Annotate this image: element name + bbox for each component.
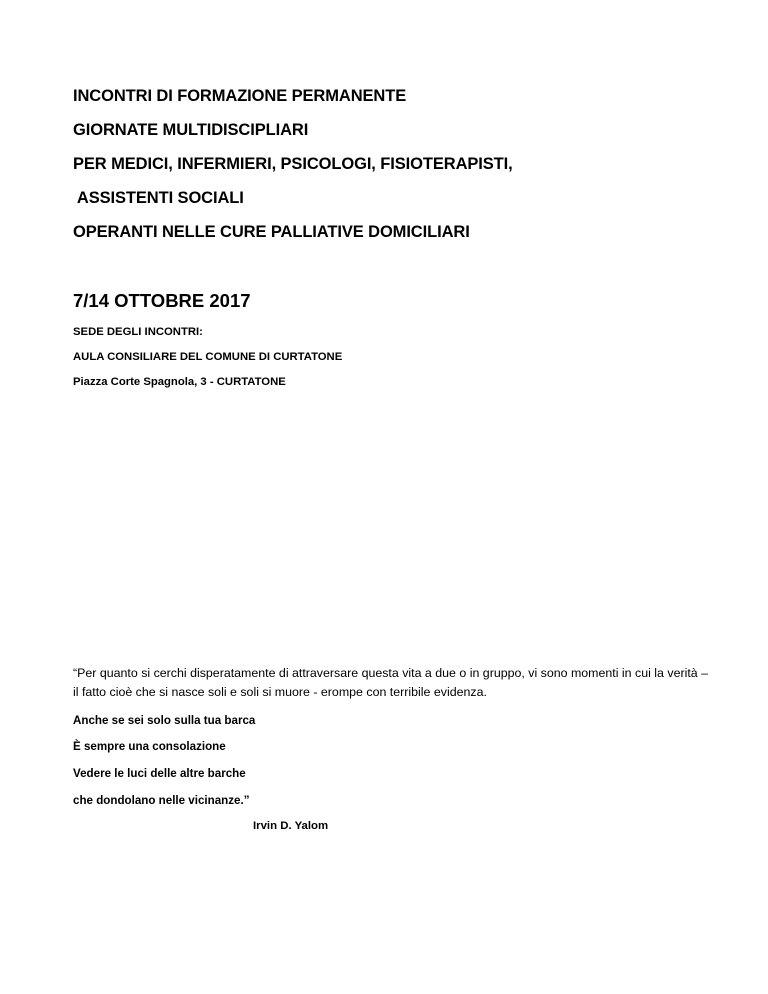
- event-date: 7/14 OTTOBRE 2017: [73, 290, 251, 311]
- heading-line-3: PER MEDICI, INFERMIERI, PSICOLOGI, FISIOTERAPISTI,: [73, 155, 513, 173]
- quote-verse-1: Anche se sei solo sulla tua barca: [73, 714, 256, 727]
- heading-line-2: GIORNATE MULTIDISCIPLIARI: [73, 121, 309, 139]
- quote-verse-4: che dondolano nelle vicinanze.”: [73, 794, 250, 807]
- heading-line-1: INCONTRI DI FORMAZIONE PERMANENTE: [73, 87, 407, 105]
- quote-text: “Per quanto si cerchi disperatamente di attraversare questa vita a due o in gruppo, vi sono momenti in cui la verità – il fatto cioè che si nasce soli e soli si muore - erompe con terribile evidenza.: [73, 666, 709, 699]
- quote-verse-2: È sempre una consolazione: [73, 740, 226, 753]
- quote-verse-3: Vedere le luci delle altre barche: [73, 767, 246, 780]
- quote-author: Irvin D. Yalom: [253, 820, 329, 832]
- heading-line-4: ASSISTENTI SOCIALI: [73, 189, 244, 207]
- heading-line-5: OPERANTI NELLE CURE PALLIATIVE DOMICILIARI: [73, 223, 470, 241]
- venue-label: SEDE DEGLI INCONTRI:: [73, 326, 203, 338]
- venue-address: Piazza Corte Spagnola, 3 - CURTATONE: [73, 376, 286, 388]
- venue-name: AULA CONSILIARE DEL COMUNE DI CURTATONE: [73, 351, 343, 363]
